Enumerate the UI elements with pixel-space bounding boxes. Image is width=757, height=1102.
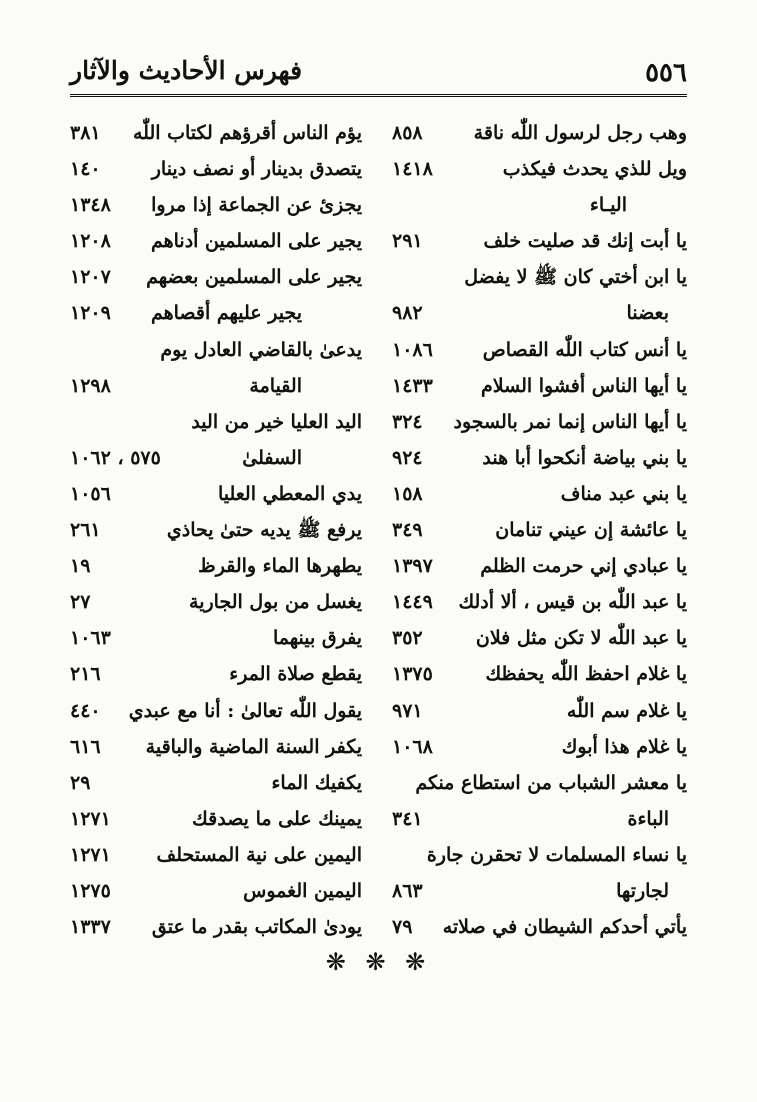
entry-number: ٧٩	[392, 916, 413, 939]
entry-number: ١٢٧١	[70, 843, 111, 866]
index-column-right	[392, 115, 687, 945]
index-entry	[70, 620, 362, 656]
index-entry	[392, 295, 687, 331]
entry-number: ٣٤٩	[392, 519, 423, 542]
index-entry	[392, 765, 687, 801]
entry-number: ٢٦١	[70, 519, 101, 542]
entry-number: ١٠٨٦	[392, 338, 433, 361]
entry-number: ١٩	[70, 555, 91, 578]
index-entry	[70, 187, 362, 223]
index-entry	[392, 223, 687, 259]
entry-text: اليمين على نية المستحلف	[156, 843, 362, 866]
entry-text: يا معشر الشباب من استطاع منكم	[415, 771, 687, 794]
entry-number: ١٣٩٧	[392, 555, 433, 578]
entry-number: ٢٩	[70, 771, 91, 794]
entry-text: يجير على المسلمين أدناهم	[150, 230, 362, 253]
page-header	[70, 52, 687, 92]
entry-number: ١٢٧٥	[70, 879, 111, 902]
entry-text: يغسل من بول الجارية	[189, 591, 362, 614]
index-entry	[70, 584, 362, 620]
entry-text: يا غلام هذا أبوك	[561, 735, 687, 758]
entry-text: يا نساء المسلمات لا تحقرن جارة	[426, 843, 687, 866]
index-entry	[70, 440, 362, 476]
entry-text: اليد العليا خير من اليد	[191, 410, 362, 433]
index-entry	[392, 332, 687, 368]
entry-text: يا غلام احفظ اللّٰه يحفظك	[485, 663, 687, 686]
entry-number: ١٠٦٣	[70, 627, 111, 650]
entry-text: يا أيها الناس إنما نمر بالسجود	[453, 410, 687, 433]
index-entry	[70, 404, 362, 440]
entry-text: يا عائشة إن عيني تنامان	[495, 519, 687, 542]
entry-text: يا عبد اللّٰه بن قيس ، ألا أدلك	[458, 591, 687, 614]
index-entry	[70, 729, 362, 765]
index-column-left	[70, 115, 362, 945]
index-entry	[70, 476, 362, 512]
index-entry	[70, 295, 362, 331]
entry-text: يا بني بياضة أنكحوا أبا هند	[482, 446, 687, 469]
entry-text: يا ابن أختي كان ﷺ لا يفضل	[464, 266, 687, 289]
index-entry	[392, 115, 687, 151]
page-number: ٥٥٦	[645, 58, 687, 88]
entry-number: ١٣٣٧	[70, 916, 111, 939]
header-rule	[70, 94, 687, 97]
entry-number: ١٢٩٨	[70, 374, 111, 397]
entry-number: ٩٢٤	[392, 446, 423, 469]
index-entry	[70, 765, 362, 801]
entry-text: بعضنا	[626, 302, 669, 325]
entry-number: ١٢٠٧	[70, 266, 111, 289]
section-heading	[392, 187, 687, 223]
index-entry	[70, 548, 362, 584]
entry-number: ١٠٥٦	[70, 482, 111, 505]
index-entry	[392, 909, 687, 945]
entry-number: ٩٧١	[392, 699, 423, 722]
entry-number: ٣٥٢	[392, 627, 423, 650]
entry-text: يمينك على ما يصدقك	[192, 807, 362, 830]
entry-number: ٣٤١	[392, 807, 423, 830]
entry-text: يا بني عبد مناف	[560, 482, 687, 505]
entry-text: يتصدق بدينار أو نصف دينار	[151, 158, 362, 181]
entry-number: ٩٨٢	[392, 302, 423, 325]
entry-number: ٦١٦	[70, 735, 101, 758]
index-entry	[392, 620, 687, 656]
index-entry	[392, 259, 687, 295]
index-entry	[70, 368, 362, 404]
entry-number: ١٤٤٩	[392, 591, 433, 614]
entry-number: ٣٨١	[70, 122, 101, 144]
entry-text: القيامة	[249, 374, 302, 397]
entry-number: ١٤٠	[70, 158, 101, 181]
entry-text: يكفيك الماء	[271, 771, 362, 794]
entry-text: يقطع صلاة المرء	[229, 663, 362, 686]
index-entry	[392, 693, 687, 729]
index-entry	[392, 404, 687, 440]
entry-number: ١٣٧٥	[392, 663, 433, 686]
entry-text: يفرق بينهما	[272, 627, 362, 650]
entry-text: السفلىٰ	[242, 446, 302, 469]
entry-number: ١٥٨	[392, 482, 423, 505]
index-entry	[70, 909, 362, 945]
entry-number: ١٢٧١	[70, 807, 111, 830]
entry-text: يأتي أحدكم الشيطان في صلاته	[442, 916, 687, 939]
index-entry	[392, 837, 687, 873]
index-entry	[392, 548, 687, 584]
entry-text: اليمين الغموس	[243, 879, 362, 902]
entry-number: ١٣٤٨	[70, 194, 111, 217]
entry-text: يجير عليهم أقصاهم	[150, 302, 302, 325]
index-entry	[70, 656, 362, 692]
index-entry	[70, 801, 362, 837]
entry-text: يا أيها الناس أفشوا السلام	[481, 374, 687, 397]
entry-number: ١٤٣٣	[392, 374, 433, 397]
entry-number: ٢٩١	[392, 230, 423, 253]
index-entry	[392, 656, 687, 692]
entry-text: يؤم الناس أقرؤهم لكتاب اللّٰه	[132, 122, 362, 144]
end-ornament: ❋ ❋ ❋	[325, 948, 432, 976]
entry-text: يجير على المسلمين بعضهم	[146, 266, 362, 289]
entry-text: وهب رجل لرسول اللّٰه ناقة	[473, 122, 687, 144]
index-entry	[392, 512, 687, 548]
index-entry	[392, 151, 687, 187]
index-entry	[70, 873, 362, 909]
entry-number: ٢٧	[70, 591, 91, 614]
entry-number: ٢١٦	[70, 663, 101, 686]
entry-text: يكفر السنة الماضية والباقية	[145, 735, 362, 758]
entry-number: ٤٤٠	[70, 699, 101, 722]
entry-text: ويل للذي يحدث فيكذب	[502, 158, 687, 181]
index-entry	[70, 693, 362, 729]
entry-number: ٣٢٤	[392, 410, 423, 433]
entry-text: يا غلام سم اللّٰه	[566, 699, 687, 722]
entry-text: يرفع ﷺ يديه حتىٰ يحاذي	[166, 519, 362, 542]
entry-text: الباءة	[627, 807, 669, 830]
entry-text: يدي المعطي العليا	[217, 482, 362, 505]
index-entry	[392, 801, 687, 837]
index-entry	[392, 584, 687, 620]
index-entry	[392, 368, 687, 404]
entry-text: يقول اللّٰه تعالىٰ : أنا مع عبدي	[128, 699, 362, 722]
index-entry	[70, 223, 362, 259]
entry-number: ١٢٠٨	[70, 230, 111, 253]
entry-number: ٥٧٥ ، ١٠٦٢	[70, 446, 161, 469]
index-entry	[70, 332, 362, 368]
index-entry	[392, 729, 687, 765]
entry-text: يودىٰ المكاتب بقدر ما عتق	[151, 916, 362, 939]
entry-text: يا أبت إنك قد صليت خلف	[483, 230, 687, 253]
index-entry	[70, 151, 362, 187]
entry-number: ١٤١٨	[392, 158, 433, 181]
index-entry	[70, 837, 362, 873]
index-entry	[70, 115, 362, 151]
index-entry	[392, 476, 687, 512]
entry-text: يا عبد اللّٰه لا تكن مثل فلان	[475, 627, 687, 650]
entry-text: اليـاء	[589, 194, 627, 217]
index-entry	[392, 440, 687, 476]
index-entry	[392, 873, 687, 909]
index-entry	[70, 259, 362, 295]
entry-text: لجارتها	[616, 879, 669, 902]
entry-text: يا عبادي إني حرمت الظلم	[480, 555, 687, 578]
entry-number: ٨٦٣	[392, 879, 423, 902]
entry-number: ١٠٦٨	[392, 735, 433, 758]
entry-text: يجزئ عن الجماعة إذا مروا	[151, 194, 362, 217]
entry-text: يا أنس كتاب اللّٰه القصاص	[482, 338, 687, 361]
entry-number: ١٢٠٩	[70, 302, 111, 325]
entry-number: ٨٥٨	[392, 122, 423, 144]
entry-text: يدعىٰ بالقاضي العادل يوم	[160, 338, 362, 361]
index-entry	[70, 512, 362, 548]
entry-text: يطهرها الماء والقرظ	[198, 555, 362, 578]
page-title: فهرس الأحاديث والآثار	[70, 56, 303, 85]
